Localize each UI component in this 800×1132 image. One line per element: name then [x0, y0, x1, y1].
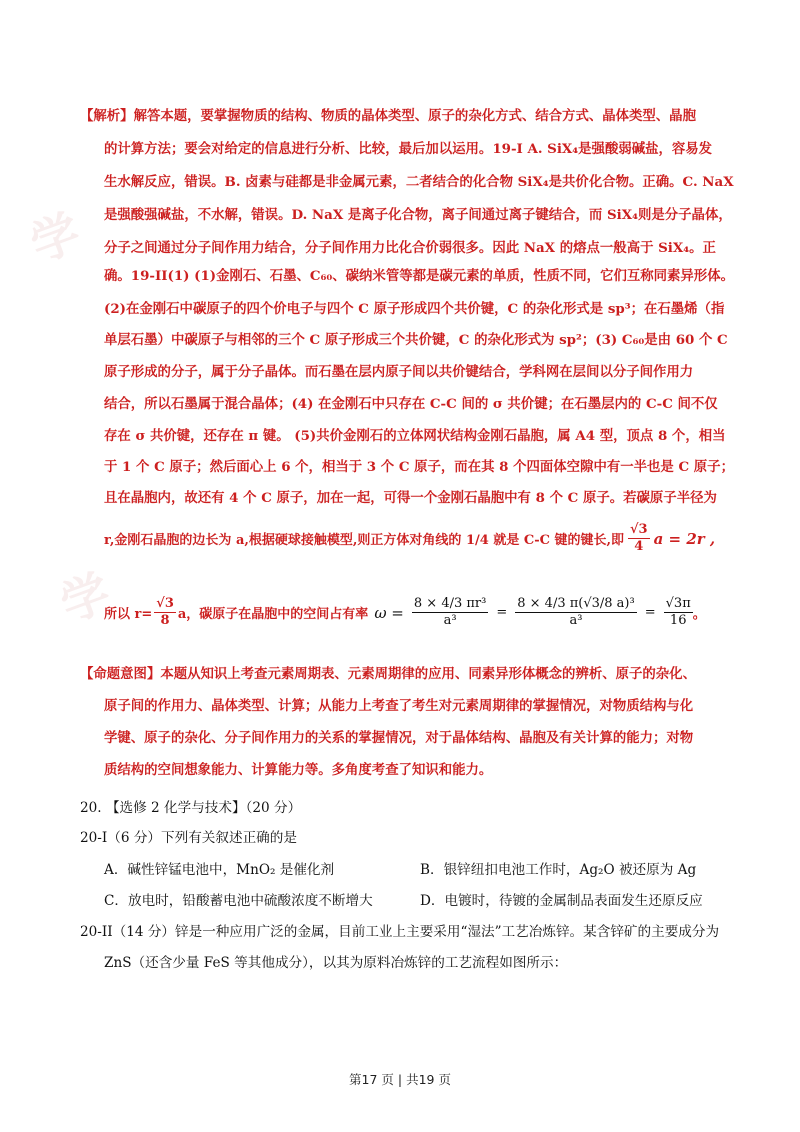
- analysis-tag: 【解析】: [80, 108, 134, 124]
- analysis-line-8: 原子形成的分子，属于分子晶体。而石墨在层内原子间以共价键结合，学科网在层间以分子间作用力: [104, 364, 694, 380]
- so-text: a，碳原子在晶胞中的空间占有率: [177, 607, 369, 622]
- intent-line-0: 【命题意图】本题从知识上考查元素周期表、元素周期律的应用、同素异形体概念的辨析、原子的杂化、: [80, 666, 696, 682]
- analysis-line-so: [104, 596, 706, 629]
- occupancy-fraction-3: $\frac{√3\pi}{16}$: [665, 596, 691, 628]
- intent-tag: 【命题意图】: [80, 666, 161, 682]
- q20-option-d: D．电镀时，待镀的金属制品表面发生还原反应: [420, 893, 703, 909]
- r-line-eq-rest: a = 2r ,: [653, 529, 716, 548]
- analysis-line-7: 单层石墨）中碳原子与相邻的三个 C 原子形成三个共价键，C 的杂化形式为 sp²；(3) C₆₀是由 60 个 C: [104, 332, 728, 348]
- intent-line-2: 学键、原子的杂化、分子间作用力的关系的掌握情况，对于晶体结构、晶胞及有关计算的能力；对物: [104, 730, 694, 746]
- q20-title: 20. 【选修 2 化学与技术】（20 分）: [80, 800, 302, 816]
- r-line-text: r,金刚石晶胞的边长为 a,根据硬球接触模型,则正方体对角线的 1/4 就是 C-C 键的键长,即: [104, 533, 624, 548]
- analysis-line-10: 存在 σ 共价键，还存在 π 键。 (5)共价金刚石的立体网状结构金刚石晶胞，属 A4 型，顶点 8 个，相当: [104, 428, 726, 444]
- occupancy-fraction-1: $\frac{\text{8 × 4/3 πr³}}{\text{a³}}$: [413, 596, 487, 628]
- occupancy-fraction-2: $\frac{\text{8 × 4/3 π(√3/8 a)³}}{\text{a³}}$: [517, 596, 635, 628]
- eq-end: 。: [692, 607, 706, 622]
- intent-line-3: 质结构的空间想象能力、计算能力等。多角度考查了知识和能力。: [104, 762, 493, 778]
- analysis-line-2: 生水解反应，错误。B. 卤素与硅都是非金属元素，二者结合的化合物 SiX₄是共价化合物。正确。C. NaX: [104, 174, 734, 190]
- so-prefix: 所以 r=: [104, 607, 153, 622]
- intent-line-1: 原子间的作用力、晶体类型、计算；从能力上考查了考生对元素周期律的掌握情况，对物质结构与化: [104, 698, 694, 714]
- q20-part2-line1: 20-II（14 分）锌是一种应用广泛的金属，目前工业上主要采用“湿法”工艺冶炼锌。某含锌矿的主要成分为: [80, 924, 720, 940]
- sqrt3-over-8-fraction: $\frac{√3}{8}$: [156, 596, 174, 628]
- q20-option-b: B．银锌纽扣电池工作时，Ag₂O 被还原为 Ag: [420, 862, 697, 878]
- equals-sign: =: [496, 605, 508, 620]
- analysis-line-0: 【解析】解答本题，要掌握物质的结构、物质的晶体类型、原子的杂化方式、结合方式、晶体类型、晶胞: [80, 108, 696, 124]
- equals-sign: =: [644, 605, 656, 620]
- watermark: 学: [53, 564, 118, 634]
- q20-part1: 20-I（6 分）下列有关叙述正确的是: [80, 830, 297, 846]
- sqrt3-over-4-fraction: $\frac{√3}{4}$: [630, 522, 648, 554]
- analysis-line-1: 的计算方法；要会对给定的信息进行分析、比较，最后加以运用。19-I A. SiX₄是强酸弱碱盐，容易发: [104, 141, 713, 157]
- analysis-line-9: 结合，所以石墨属于混合晶体；(4) 在金刚石中只存在 C-C 间的 σ 共价键；在石墨层内的 C-C 间不仅: [104, 396, 718, 412]
- analysis-line-12: 且在晶胞内，故还有 4 个 C 原子，加在一起，可得一个金刚石晶胞中有 8 个 C 原子。若碳原子半径为: [104, 490, 717, 506]
- q20-option-c: C．放电时，铅酸蓄电池中硫酸浓度不断增大: [104, 893, 373, 909]
- analysis-line-3: 是强酸强碱盐，不水解，错误。D. NaX 是离子化合物，离子间通过离子键结合，而 SiX₄则是分子晶体，: [104, 207, 732, 223]
- q20-option-a: A．碱性锌锰电池中，MnO₂ 是催化剂: [104, 862, 335, 878]
- analysis-line-6: (2)在金刚石中碳原子的四个价电子与四个 C 原子形成四个共价键，C 的杂化形式是 sp³；在石墨烯（指: [104, 301, 725, 317]
- analysis-line-r: [104, 522, 715, 555]
- page-footer: 第17 页 | 共19 页: [349, 1072, 451, 1087]
- analysis-line-5: 确。19-II(1) (1)金刚石、石墨、C₆₀、碳纳米管等都是碳元素的单质，性质不同，它们互称同素异形体。: [104, 268, 734, 284]
- omega-symbol: ω =: [374, 603, 404, 622]
- analysis-line-11: 于 1 个 C 原子；然后面心上 6 个，相当于 3 个 C 原子，而在其 8 个四面体空隙中有一半也是 C 原子；: [104, 459, 734, 475]
- watermark: 学: [23, 204, 88, 274]
- q20-part2-line2: ZnS（还含少量 FeS 等其他成分），以其为原料冶炼锌的工艺流程如图所示：: [104, 955, 568, 971]
- analysis-line-4: 分子之间通过分子间作用力结合，分子间作用力比化合价弱很多。因此 NaX 的熔点一般高于 SiX₄。正: [104, 240, 716, 256]
